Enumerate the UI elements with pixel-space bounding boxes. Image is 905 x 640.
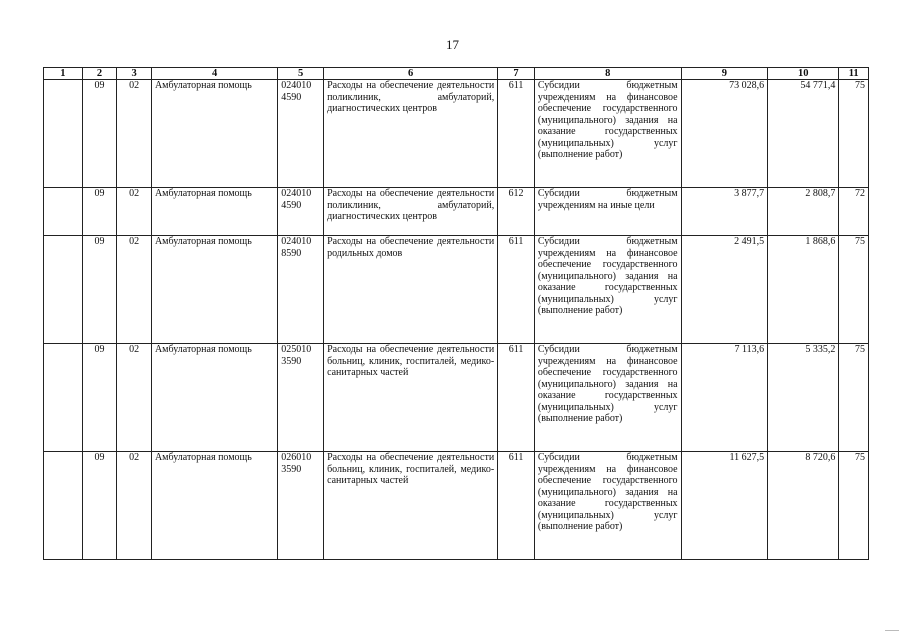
- cell-percent: 75: [839, 80, 869, 188]
- table-row: [44, 188, 869, 236]
- cell-purpose: Расходы на обеспечение деятельности родильных домов: [324, 236, 498, 344]
- cell-expense-type: Субсидии бюджетным учреждениям на финансовое обеспечение государственного (муниципального) задания на оказание государственных (муниципальных) услуг (выполнение работ): [534, 344, 681, 452]
- cell-plan: 3 877,7: [681, 188, 768, 236]
- scan-artifact: [885, 630, 899, 634]
- cell-name: Амбулаторная помощь: [151, 188, 277, 236]
- cell-expense-type: Субсидии бюджетным учреждениям на финансовое обеспечение государственного (муниципального) задания на оказание государственных (муниципальных) услуг (выполнение работ): [534, 236, 681, 344]
- cell-name: Амбулаторная помощь: [151, 80, 277, 188]
- column-header: 11: [839, 68, 869, 80]
- cell-subsection: 02: [117, 452, 152, 560]
- column-header: 10: [768, 68, 839, 80]
- cell-name: Амбулаторная помощь: [151, 236, 277, 344]
- cell-purpose: Расходы на обеспечение деятельности поликлиник, амбулаторий, диагностических центров: [324, 188, 498, 236]
- cell-section: 09: [82, 452, 117, 560]
- cell-actual: 2 808,7: [768, 188, 839, 236]
- cell-actual: 8 720,6: [768, 452, 839, 560]
- cell-section: 09: [82, 344, 117, 452]
- cell-type-code: 612: [498, 188, 535, 236]
- cell-subsection: 02: [117, 188, 152, 236]
- cell-subsection: 02: [117, 344, 152, 452]
- table-row: [44, 80, 869, 188]
- cell-type-code: 611: [498, 344, 535, 452]
- column-header: 3: [117, 68, 152, 80]
- cell-expense-type: Субсидии бюджетным учреждениям на финансовое обеспечение государственного (муниципального) задания на оказание государственных (муниципальных) услуг (выполнение работ): [534, 80, 681, 188]
- cell-percent: 75: [839, 236, 869, 344]
- cell-expense-type: Субсидии бюджетным учреждениям на финансовое обеспечение государственного (муниципального) задания на оказание государственных (муниципальных) услуг (выполнение работ): [534, 452, 681, 560]
- cell-purpose: Расходы на обеспечение деятельности больниц, клиник, госпиталей, медико-санитарных частей: [324, 344, 498, 452]
- cell-code: 025010 3590: [278, 344, 324, 452]
- cell-name: Амбулаторная помощь: [151, 452, 277, 560]
- cell-col1: [44, 452, 83, 560]
- cell-plan: 11 627,5: [681, 452, 768, 560]
- column-header: 5: [278, 68, 324, 80]
- cell-col1: [44, 236, 83, 344]
- cell-code: 024010 8590: [278, 236, 324, 344]
- page-number: 17: [446, 37, 459, 52]
- cell-purpose: Расходы на обеспечение деятельности больниц, клиник, госпиталей, медико-санитарных частей: [324, 452, 498, 560]
- cell-col1: [44, 344, 83, 452]
- cell-type-code: 611: [498, 80, 535, 188]
- cell-purpose: Расходы на обеспечение деятельности поликлиник, амбулаторий, диагностических центров: [324, 80, 498, 188]
- column-header: 9: [681, 68, 768, 80]
- cell-plan: 7 113,6: [681, 344, 768, 452]
- budget-table: [43, 67, 869, 560]
- cell-percent: 72: [839, 188, 869, 236]
- column-header: 4: [151, 68, 277, 80]
- cell-plan: 73 028,6: [681, 80, 768, 188]
- table-row: [44, 236, 869, 344]
- table-row: [44, 452, 869, 560]
- column-header: 7: [498, 68, 535, 80]
- table-row: [44, 344, 869, 452]
- cell-type-code: 611: [498, 236, 535, 344]
- cell-code: 024010 4590: [278, 80, 324, 188]
- cell-actual: 1 868,6: [768, 236, 839, 344]
- cell-actual: 54 771,4: [768, 80, 839, 188]
- column-header: 1: [44, 68, 83, 80]
- cell-percent: 75: [839, 452, 869, 560]
- cell-section: 09: [82, 188, 117, 236]
- cell-code: 024010 4590: [278, 188, 324, 236]
- column-header: 6: [324, 68, 498, 80]
- cell-subsection: 02: [117, 236, 152, 344]
- column-header: 8: [534, 68, 681, 80]
- cell-type-code: 611: [498, 452, 535, 560]
- column-header: 2: [82, 68, 117, 80]
- cell-code: 026010 3590: [278, 452, 324, 560]
- cell-section: 09: [82, 80, 117, 188]
- cell-actual: 5 335,2: [768, 344, 839, 452]
- cell-percent: 75: [839, 344, 869, 452]
- header-row: [44, 68, 869, 80]
- cell-plan: 2 491,5: [681, 236, 768, 344]
- cell-expense-type: Субсидии бюджетным учреждениям на иные цели: [534, 188, 681, 236]
- cell-subsection: 02: [117, 80, 152, 188]
- cell-col1: [44, 188, 83, 236]
- cell-section: 09: [82, 236, 117, 344]
- cell-name: Амбулаторная помощь: [151, 344, 277, 452]
- cell-col1: [44, 80, 83, 188]
